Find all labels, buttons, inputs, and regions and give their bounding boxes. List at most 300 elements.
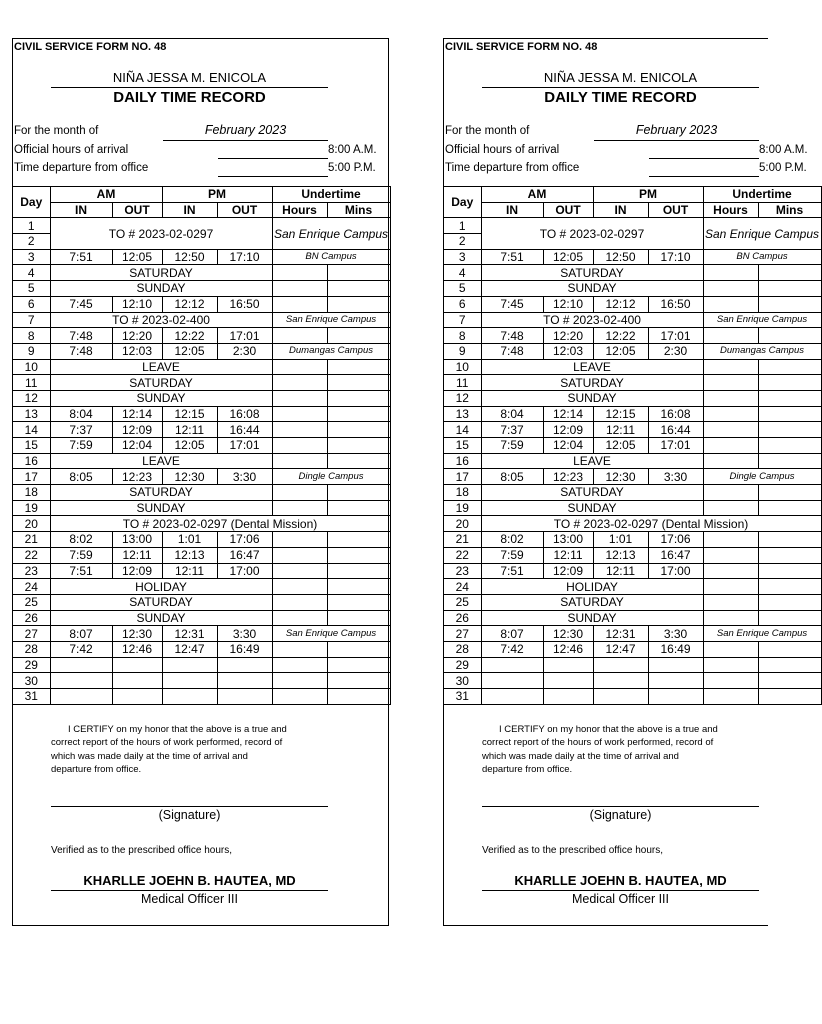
am-out-cell	[543, 689, 593, 705]
pm-out-cell	[648, 657, 703, 673]
undertime-mins-cell	[327, 359, 390, 375]
am-out-cell: 12:05	[112, 249, 162, 265]
full-row-label: TO # 2023-02-0297 (Dental Mission)	[481, 516, 821, 532]
undertime-mins-cell	[758, 281, 821, 297]
pm-out-cell: 17:01	[648, 438, 703, 454]
officer-underline	[482, 890, 759, 891]
day-cell: 24	[13, 579, 50, 595]
table-row	[444, 375, 821, 391]
day-cell: 11	[13, 375, 50, 391]
am-in-cell: 7:42	[50, 641, 112, 657]
table-row	[13, 485, 390, 501]
pm-in-cell: 12:15	[162, 406, 217, 422]
pm-in-cell: 12:31	[593, 626, 648, 642]
certification-text	[482, 723, 802, 776]
remark-cell: San Enrique Campus	[272, 312, 390, 328]
day-cell: 31	[444, 689, 481, 705]
undertime-hours-cell	[272, 563, 327, 579]
pm-in-cell: 12:31	[162, 626, 217, 642]
day-cell: 31	[13, 689, 50, 705]
am-out-cell: 12:09	[112, 422, 162, 438]
arrival-label: Official hours of arrival	[14, 144, 129, 156]
status-label-cell: SUNDAY	[481, 281, 703, 297]
officer-name: KHARLLE JOEHN B. HAUTEA, MD	[514, 873, 727, 888]
table-row	[444, 390, 821, 406]
table-row	[444, 265, 821, 281]
day-cell: 27	[444, 626, 481, 642]
undertime-hours-cell	[272, 422, 327, 438]
pm-in-cell	[593, 673, 648, 689]
day-cell: 13	[444, 406, 481, 422]
status-label-cell: SATURDAY	[481, 485, 703, 501]
undertime-mins-cell	[758, 296, 821, 312]
undertime-hours-cell	[272, 359, 327, 375]
month-underline	[594, 140, 759, 141]
full-row-label: TO # 2023-02-0297 (Dental Mission)	[50, 516, 390, 532]
undertime-hours-cell	[272, 438, 327, 454]
header-am: AM	[50, 187, 162, 203]
pm-out-cell: 16:08	[648, 406, 703, 422]
table-body	[444, 218, 821, 704]
day-cell: 30	[13, 673, 50, 689]
pm-in-cell: 12:05	[593, 343, 648, 359]
day-cell: 8	[13, 328, 50, 344]
table-row	[13, 673, 390, 689]
undertime-mins-cell	[327, 453, 390, 469]
name-underline	[482, 87, 759, 88]
dtr-form-right	[443, 38, 820, 926]
remark-cell: San Enrique Campus	[703, 312, 821, 328]
day-cell: 5	[444, 281, 481, 297]
am-in-cell: 7:51	[50, 249, 112, 265]
header-undertime: Undertime	[703, 187, 821, 203]
pm-out-cell: 3:30	[648, 469, 703, 485]
undertime-hours-cell	[703, 390, 758, 406]
table-row	[13, 641, 390, 657]
pm-in-cell: 12:05	[593, 438, 648, 454]
am-in-cell: 7:51	[50, 563, 112, 579]
form-title: DAILY TIME RECORD	[544, 89, 697, 106]
am-out-cell	[112, 657, 162, 673]
employee-name: NIÑA JESSA M. ENICOLA	[543, 70, 698, 85]
travel-order-cell: TO # 2023-02-0297	[481, 218, 703, 249]
am-in-cell: 7:59	[481, 547, 543, 563]
am-out-cell: 12:14	[543, 406, 593, 422]
table-row	[13, 249, 390, 265]
pm-in-cell: 12:30	[162, 469, 217, 485]
time-record-table	[13, 186, 391, 705]
pm-in-cell: 12:22	[162, 328, 217, 344]
status-label-cell: SUNDAY	[50, 390, 272, 406]
day-cell: 6	[13, 296, 50, 312]
pm-out-cell: 16:44	[648, 422, 703, 438]
table-row	[13, 390, 390, 406]
day-cell: 26	[13, 610, 50, 626]
header-undertime: Undertime	[272, 187, 390, 203]
pm-out-cell: 16:50	[648, 296, 703, 312]
undertime-hours-cell	[272, 375, 327, 391]
am-out-cell: 12:04	[112, 438, 162, 454]
am-in-cell: 7:51	[481, 249, 543, 265]
table-row	[13, 453, 390, 469]
header-am-out: OUT	[112, 202, 162, 218]
table-row	[444, 438, 821, 454]
remark-cell: San Enrique Campus	[703, 218, 821, 249]
undertime-mins-cell	[327, 689, 390, 705]
pm-in-cell: 12:47	[162, 641, 217, 657]
table-row	[13, 657, 390, 673]
table-row	[444, 485, 821, 501]
undertime-hours-cell	[272, 641, 327, 657]
pm-out-cell	[217, 689, 272, 705]
undertime-hours-cell	[703, 547, 758, 563]
day-cell: 1	[13, 218, 50, 234]
day-cell: 17	[13, 469, 50, 485]
status-label-cell: LEAVE	[481, 453, 703, 469]
day-cell: 17	[444, 469, 481, 485]
undertime-hours-cell	[272, 265, 327, 281]
day-cell: 3	[444, 249, 481, 265]
undertime-hours-cell	[272, 610, 327, 626]
verified-text: Verified as to the prescribed office hours,	[482, 845, 664, 856]
dtr-form-content	[444, 39, 821, 925]
day-cell: 12	[13, 390, 50, 406]
day-cell: 11	[444, 375, 481, 391]
departure-label: Time departure from office	[14, 162, 149, 174]
pm-in-cell: 12:50	[162, 249, 217, 265]
table-row	[444, 296, 821, 312]
undertime-mins-cell	[327, 579, 390, 595]
undertime-mins-cell	[327, 500, 390, 516]
day-cell: 15	[444, 438, 481, 454]
undertime-hours-cell	[703, 296, 758, 312]
day-cell: 30	[444, 673, 481, 689]
undertime-mins-cell	[758, 500, 821, 516]
table-row	[444, 343, 821, 359]
departure-value: 5:00 P.M.	[759, 162, 807, 174]
status-label-cell: SATURDAY	[481, 375, 703, 391]
employee-name: NIÑA JESSA M. ENICOLA	[112, 70, 267, 85]
undertime-mins-cell	[758, 689, 821, 705]
day-cell: 28	[444, 641, 481, 657]
day-cell: 5	[13, 281, 50, 297]
am-in-cell: 7:45	[481, 296, 543, 312]
undertime-mins-cell	[327, 281, 390, 297]
pm-out-cell: 2:30	[217, 343, 272, 359]
departure-underline	[649, 176, 759, 177]
table-row	[13, 218, 390, 234]
undertime-mins-cell	[758, 453, 821, 469]
am-out-cell	[112, 689, 162, 705]
am-out-cell: 12:05	[543, 249, 593, 265]
table-row	[444, 453, 821, 469]
undertime-hours-cell	[703, 673, 758, 689]
table-row	[444, 594, 821, 610]
am-in-cell	[50, 657, 112, 673]
undertime-hours-cell	[272, 453, 327, 469]
day-cell: 28	[13, 641, 50, 657]
am-out-cell	[543, 673, 593, 689]
header-pm-out: OUT	[217, 202, 272, 218]
am-out-cell: 12:09	[543, 422, 593, 438]
undertime-mins-cell	[327, 265, 390, 281]
am-out-cell: 13:00	[543, 532, 593, 548]
departure-value: 5:00 P.M.	[328, 162, 376, 174]
pm-in-cell: 1:01	[162, 532, 217, 548]
undertime-mins-cell	[327, 328, 390, 344]
undertime-hours-cell	[703, 610, 758, 626]
status-label-cell: SATURDAY	[50, 485, 272, 501]
undertime-hours-cell	[703, 641, 758, 657]
undertime-mins-cell	[327, 641, 390, 657]
travel-order-cell: TO # 2023-02-0297	[50, 218, 272, 249]
table-row	[444, 218, 821, 234]
day-cell: 16	[13, 453, 50, 469]
undertime-mins-cell	[758, 422, 821, 438]
am-in-cell: 8:05	[50, 469, 112, 485]
am-out-cell: 12:46	[543, 641, 593, 657]
pm-out-cell: 17:10	[648, 249, 703, 265]
undertime-hours-cell	[272, 390, 327, 406]
undertime-hours-cell	[703, 281, 758, 297]
undertime-mins-cell	[758, 673, 821, 689]
am-out-cell: 12:30	[543, 626, 593, 642]
status-label-cell: SUNDAY	[481, 390, 703, 406]
certify-line: departure from office.	[51, 763, 142, 775]
table-row	[13, 469, 390, 485]
am-out-cell: 12:09	[112, 563, 162, 579]
status-label-cell: LEAVE	[481, 359, 703, 375]
day-cell: 2	[13, 234, 50, 250]
undertime-hours-cell	[272, 500, 327, 516]
undertime-mins-cell	[758, 610, 821, 626]
table-row	[444, 657, 821, 673]
am-in-cell: 7:48	[50, 328, 112, 344]
pm-out-cell: 3:30	[217, 626, 272, 642]
status-label-cell: HOLIDAY	[481, 579, 703, 595]
am-in-cell	[481, 689, 543, 705]
table-row	[444, 610, 821, 626]
day-cell: 20	[13, 516, 50, 532]
remark-cell: BN Campus	[272, 249, 390, 265]
table-row	[444, 641, 821, 657]
pm-in-cell: 12:13	[162, 547, 217, 563]
day-cell: 1	[444, 218, 481, 234]
undertime-mins-cell	[327, 594, 390, 610]
pm-out-cell: 16:49	[217, 641, 272, 657]
table-row	[444, 281, 821, 297]
table-row	[13, 516, 390, 532]
table-row	[13, 281, 390, 297]
day-cell: 29	[444, 657, 481, 673]
pm-in-cell: 12:47	[593, 641, 648, 657]
undertime-mins-cell	[758, 579, 821, 595]
pm-out-cell: 16:50	[217, 296, 272, 312]
certify-line: I CERTIFY on my honor that the above is a true and	[499, 724, 718, 735]
status-label-cell: HOLIDAY	[50, 579, 272, 595]
table-row	[444, 516, 821, 532]
undertime-mins-cell	[758, 359, 821, 375]
pm-in-cell: 12:12	[593, 296, 648, 312]
day-cell: 10	[444, 359, 481, 375]
time-record-table	[444, 186, 822, 705]
day-cell: 23	[13, 563, 50, 579]
day-cell: 24	[444, 579, 481, 595]
remark-cell: San Enrique Campus	[272, 218, 390, 249]
undertime-hours-cell	[703, 657, 758, 673]
header-mins: Mins	[758, 202, 821, 218]
undertime-mins-cell	[758, 563, 821, 579]
signature-line	[482, 806, 759, 807]
header-pm-in: IN	[593, 202, 648, 218]
pm-out-cell	[648, 673, 703, 689]
header-pm-out: OUT	[648, 202, 703, 218]
dtr-form-left	[12, 38, 389, 926]
table-row	[444, 500, 821, 516]
undertime-mins-cell	[758, 594, 821, 610]
day-cell: 10	[13, 359, 50, 375]
status-label-cell: TO # 2023-02-400	[50, 312, 272, 328]
pm-out-cell: 17:00	[217, 563, 272, 579]
table-row	[13, 328, 390, 344]
undertime-mins-cell	[758, 657, 821, 673]
am-in-cell: 8:07	[50, 626, 112, 642]
remark-cell: Dumangas Campus	[703, 343, 821, 359]
am-in-cell	[481, 657, 543, 673]
am-out-cell: 12:03	[543, 343, 593, 359]
table-row	[13, 438, 390, 454]
status-label-cell: SUNDAY	[481, 610, 703, 626]
pm-in-cell	[162, 673, 217, 689]
undertime-mins-cell	[758, 547, 821, 563]
am-in-cell: 7:42	[481, 641, 543, 657]
pm-out-cell	[217, 657, 272, 673]
undertime-mins-cell	[327, 657, 390, 673]
day-cell: 18	[444, 485, 481, 501]
pm-in-cell: 12:11	[162, 563, 217, 579]
undertime-hours-cell	[272, 673, 327, 689]
am-in-cell: 7:48	[50, 343, 112, 359]
status-label-cell: SUNDAY	[50, 281, 272, 297]
undertime-hours-cell	[272, 406, 327, 422]
name-underline	[51, 87, 328, 88]
certify-line: which was made daily at the time of arrival and	[482, 750, 679, 762]
day-cell: 21	[13, 532, 50, 548]
am-out-cell: 12:10	[112, 296, 162, 312]
pm-out-cell: 16:49	[648, 641, 703, 657]
status-label-cell: LEAVE	[50, 453, 272, 469]
table-row	[13, 547, 390, 563]
table-row	[444, 547, 821, 563]
am-in-cell	[50, 689, 112, 705]
day-cell: 20	[444, 516, 481, 532]
table-row	[444, 532, 821, 548]
undertime-hours-cell	[703, 579, 758, 595]
month-value: February 2023	[635, 123, 718, 137]
status-label-cell: SUNDAY	[50, 610, 272, 626]
status-label-cell: LEAVE	[50, 359, 272, 375]
day-cell: 29	[13, 657, 50, 673]
undertime-hours-cell	[703, 500, 758, 516]
undertime-mins-cell	[327, 673, 390, 689]
day-cell: 22	[444, 547, 481, 563]
officer-underline	[51, 890, 328, 891]
pm-out-cell: 17:01	[648, 328, 703, 344]
status-label-cell: SATURDAY	[50, 265, 272, 281]
pm-out-cell: 3:30	[648, 626, 703, 642]
undertime-hours-cell	[703, 375, 758, 391]
undertime-hours-cell	[703, 485, 758, 501]
day-cell: 14	[13, 422, 50, 438]
remark-cell: San Enrique Campus	[272, 626, 390, 642]
day-cell: 3	[13, 249, 50, 265]
table-row	[444, 673, 821, 689]
header-hours: Hours	[703, 202, 758, 218]
undertime-mins-cell	[327, 438, 390, 454]
am-out-cell: 12:30	[112, 626, 162, 642]
am-out-cell: 12:11	[112, 547, 162, 563]
day-cell: 16	[444, 453, 481, 469]
undertime-hours-cell	[272, 532, 327, 548]
table-row	[13, 312, 390, 328]
am-in-cell	[481, 673, 543, 689]
day-cell: 9	[444, 343, 481, 359]
undertime-hours-cell	[272, 547, 327, 563]
undertime-mins-cell	[327, 390, 390, 406]
undertime-mins-cell	[327, 563, 390, 579]
am-in-cell: 7:59	[50, 547, 112, 563]
day-cell: 25	[444, 594, 481, 610]
header-am-in: IN	[50, 202, 112, 218]
pm-out-cell	[217, 673, 272, 689]
table-row	[444, 579, 821, 595]
form-title: DAILY TIME RECORD	[113, 89, 266, 106]
table-row	[444, 563, 821, 579]
pm-out-cell: 2:30	[648, 343, 703, 359]
form-number: CIVIL SERVICE FORM NO. 48	[445, 41, 598, 53]
remark-cell: Dumangas Campus	[272, 343, 390, 359]
pm-out-cell: 17:01	[217, 328, 272, 344]
officer-position: Medical Officer III	[571, 892, 670, 906]
pm-in-cell: 12:12	[162, 296, 217, 312]
signature-line	[51, 806, 328, 807]
day-cell: 6	[444, 296, 481, 312]
am-in-cell: 7:48	[481, 328, 543, 344]
undertime-mins-cell	[327, 532, 390, 548]
undertime-hours-cell	[272, 485, 327, 501]
day-cell: 7	[13, 312, 50, 328]
header-hours: Hours	[272, 202, 327, 218]
header-pm: PM	[162, 187, 272, 203]
day-cell: 4	[444, 265, 481, 281]
table-row	[444, 469, 821, 485]
pm-out-cell: 17:00	[648, 563, 703, 579]
undertime-mins-cell	[327, 485, 390, 501]
arrival-value: 8:00 A.M.	[328, 144, 377, 156]
header-am-in: IN	[481, 202, 543, 218]
pm-in-cell: 12:11	[593, 563, 648, 579]
am-in-cell: 7:48	[481, 343, 543, 359]
arrival-value: 8:00 A.M.	[759, 144, 808, 156]
arrival-underline	[649, 158, 759, 159]
am-out-cell	[543, 657, 593, 673]
pm-in-cell: 12:13	[593, 547, 648, 563]
table-row	[13, 265, 390, 281]
pm-in-cell	[162, 689, 217, 705]
undertime-mins-cell	[327, 610, 390, 626]
pm-in-cell: 12:50	[593, 249, 648, 265]
am-out-cell: 12:04	[543, 438, 593, 454]
